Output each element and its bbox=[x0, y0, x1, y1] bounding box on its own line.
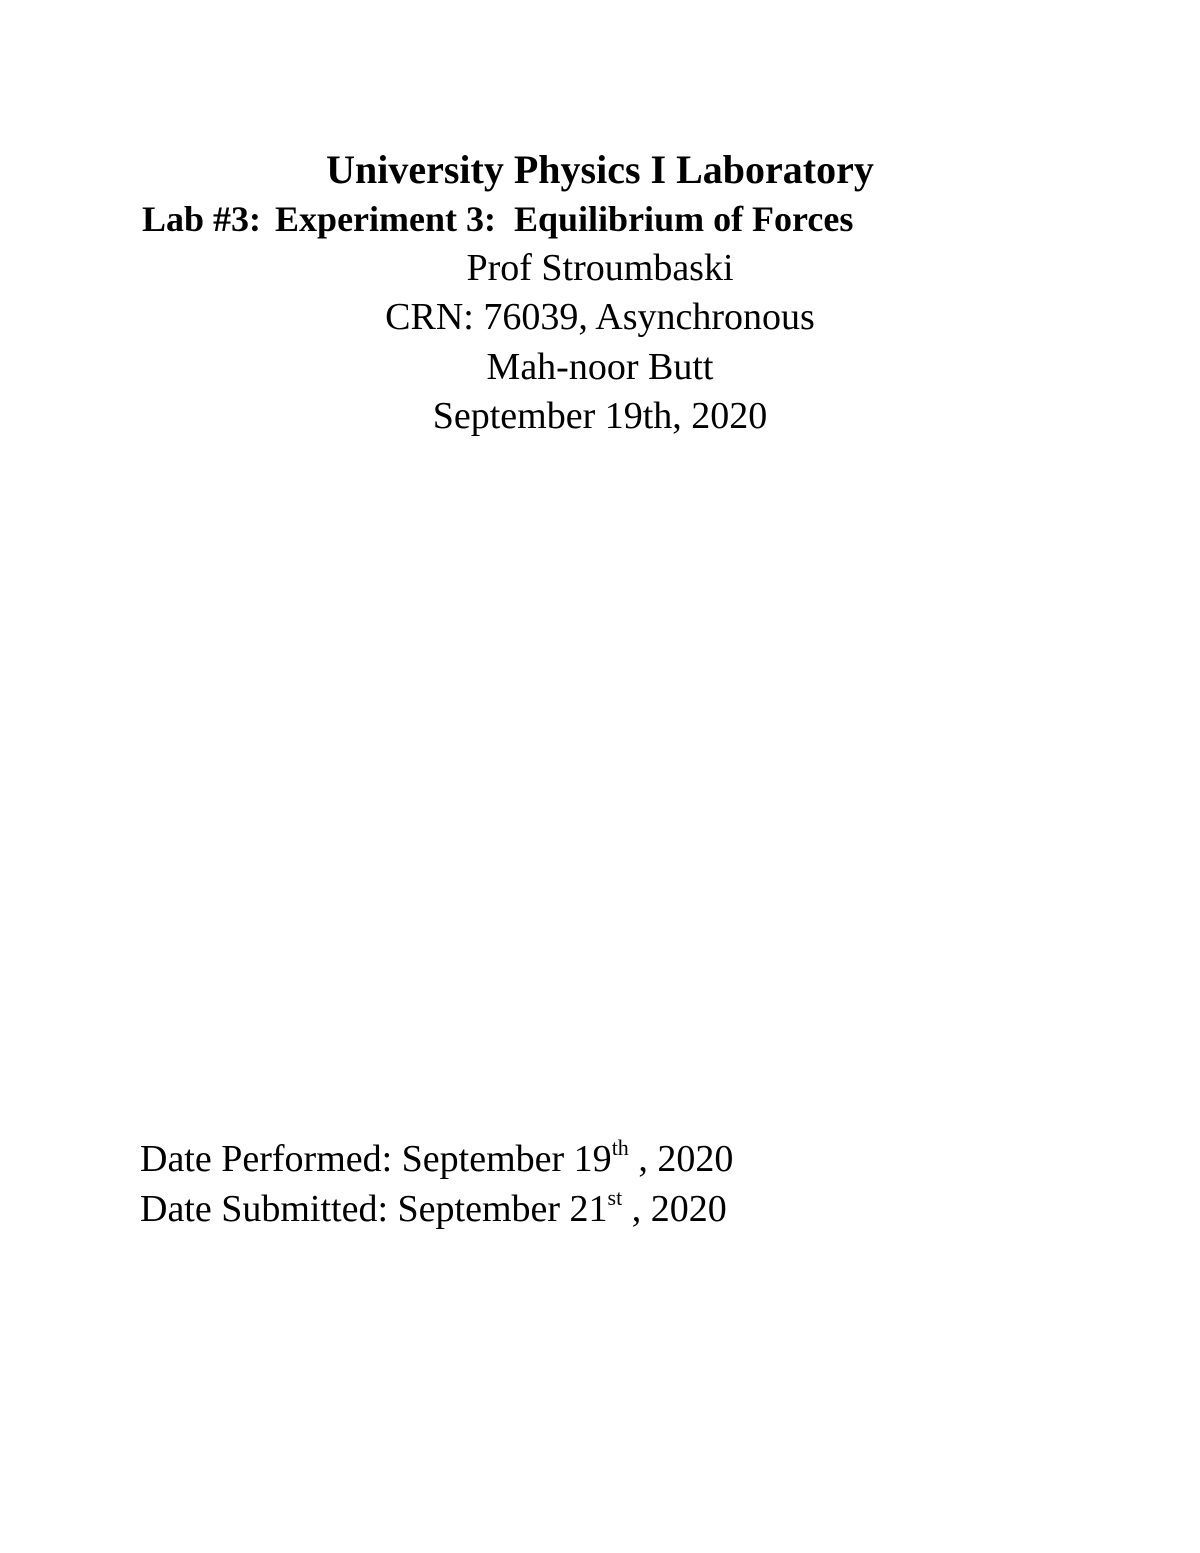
author-name: Mah-noor Butt bbox=[486, 346, 714, 388]
course-crn: CRN: 76039, Asynchronous bbox=[385, 296, 815, 338]
date-submitted bbox=[140, 1185, 727, 1230]
professor-name: Prof Stroumbaski bbox=[466, 247, 734, 289]
document-title: University Physics I Laboratory bbox=[326, 147, 874, 192]
experiment-title: Equilibrium of Forces bbox=[514, 199, 854, 239]
lab-heading bbox=[142, 201, 853, 237]
experiment-number: Experiment 3: bbox=[275, 199, 496, 239]
date-performed-suffix: th bbox=[611, 1135, 629, 1160]
date-performed-year: , 2020 bbox=[628, 1138, 734, 1180]
date-performed bbox=[140, 1135, 734, 1180]
date-submitted-year: , 2020 bbox=[622, 1188, 727, 1230]
date-submitted-label: Date Submitted: September 21 bbox=[140, 1188, 608, 1230]
date-submitted-suffix: st bbox=[607, 1185, 623, 1210]
report-date: September 19th, 2020 bbox=[432, 395, 768, 437]
date-performed-label: Date Performed: September 19 bbox=[140, 1138, 612, 1180]
lab-number: Lab #3: bbox=[142, 199, 262, 239]
